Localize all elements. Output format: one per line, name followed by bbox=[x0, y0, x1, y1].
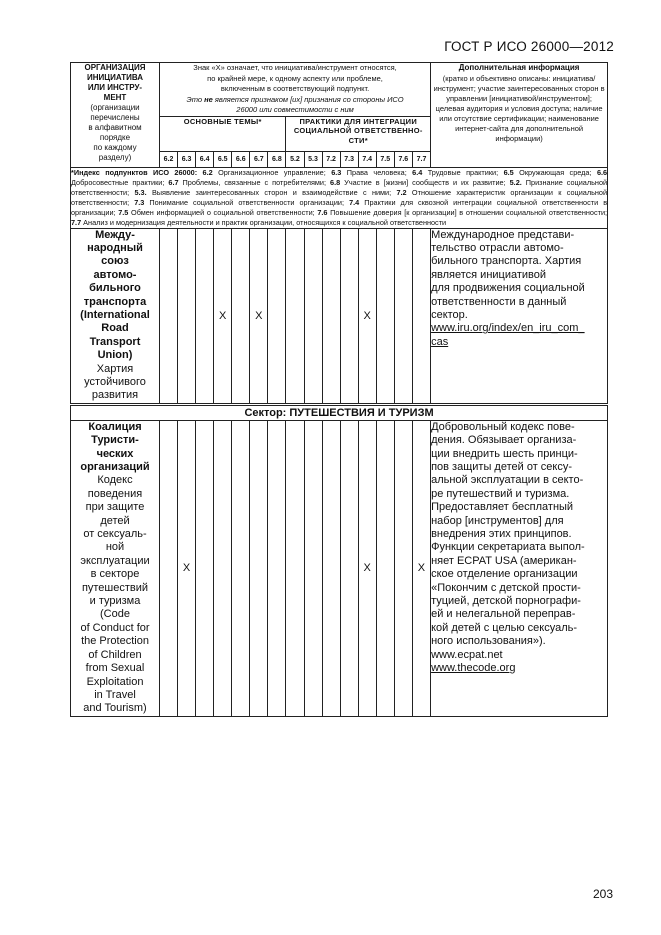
clause-code-7-2: 7.2 bbox=[322, 151, 340, 167]
clause-code-6-7: 6.7 bbox=[250, 151, 268, 167]
legend-text: Повышение доверия [к организации] в отношении социальной ответственности; bbox=[327, 207, 608, 217]
clause-code-5-3: 5.3 bbox=[304, 151, 322, 167]
mark-cell-5-2 bbox=[286, 228, 304, 404]
description-line: внедрения этих принципов. bbox=[431, 528, 572, 541]
mark-cell-5-2 bbox=[286, 420, 304, 716]
description-line: Предоставляет бесплатный bbox=[431, 501, 574, 514]
org-name-bold-line: бильного bbox=[89, 282, 141, 295]
org-name-line: (Code bbox=[100, 608, 130, 621]
legend-text: Трудовые практики; bbox=[422, 167, 504, 177]
org-name-bold-line: автомо- bbox=[93, 268, 137, 281]
org-header-line: ОРГАНИЗАЦИЯ bbox=[84, 63, 146, 72]
mark-cell-7-2 bbox=[322, 420, 340, 716]
legend-text: Проблемы, связанные с потребителями; bbox=[178, 177, 331, 187]
org-name-line: путешествий bbox=[81, 581, 149, 594]
legend-text: Участие в [жизни] сообществ и их развитие; bbox=[340, 177, 510, 187]
org-header-sub-line: (организации bbox=[90, 103, 140, 112]
clause-code-7-5: 7.5 bbox=[376, 151, 394, 167]
website-link-line bbox=[431, 662, 607, 675]
clause-code-7-4: 7.4 bbox=[358, 151, 376, 167]
org-header-sub-line: по каждому bbox=[93, 143, 137, 152]
document-header-title: ГОСТ Р ИСО 26000—2012 bbox=[444, 39, 614, 54]
legend-intro: *Индекс подпунктов ИСО 26000: 6.2 bbox=[71, 167, 213, 177]
legend-text: Организационное управление; bbox=[212, 167, 332, 177]
clause-code-6-8: 6.8 bbox=[268, 151, 286, 167]
org-name-bold-line: Transport bbox=[89, 335, 141, 348]
org-name-line: of Children bbox=[88, 648, 142, 661]
org-name-bold-line: Union) bbox=[97, 349, 133, 362]
description-line: тельство отрасли автомо- bbox=[431, 241, 564, 254]
org-name-line: ной bbox=[105, 541, 125, 554]
organization-name bbox=[71, 228, 160, 404]
mark-cell-7-3 bbox=[340, 420, 358, 716]
org-name-line: and Tourism) bbox=[83, 702, 147, 715]
website-link[interactable]: www.iru.org/index/en_iru_com_ bbox=[431, 322, 585, 335]
org-name-bold-line: Road bbox=[101, 322, 129, 335]
org-name-bold-line: организаций bbox=[80, 461, 150, 473]
org-name-bold-line: союз bbox=[101, 255, 129, 268]
mark-cell-7-7: X bbox=[412, 420, 430, 716]
org-name-line: эксплуатации bbox=[80, 554, 150, 567]
description-line: Функции секретариата выпол- bbox=[431, 541, 585, 554]
website-link-line bbox=[431, 336, 607, 349]
org-name-line: и туризма bbox=[89, 595, 141, 608]
main-topics-header: ОСНОВНЫЕ ТЕМЫ* bbox=[160, 116, 286, 151]
info-description bbox=[431, 420, 608, 716]
legend-code: 7.6 bbox=[317, 207, 328, 217]
description-line: является инициативой bbox=[431, 268, 547, 281]
description-line: для продвижения социальной bbox=[431, 282, 585, 295]
clause-code-6-2: 6.2 bbox=[160, 151, 178, 167]
description-line: дения. Обязывает организа- bbox=[431, 434, 577, 447]
mark-cell-7-4: X bbox=[358, 420, 376, 716]
legend-code: 6.4 bbox=[412, 167, 423, 177]
mark-cell-6-8 bbox=[268, 420, 286, 716]
legend-text: Признание социальной ответственности; bbox=[71, 177, 608, 197]
mark-cell-7-6 bbox=[394, 228, 412, 404]
description-line: пов защиты детей от сексу- bbox=[431, 461, 572, 473]
mark-cell-7-7 bbox=[412, 228, 430, 404]
legend-code: 7.5 bbox=[118, 207, 129, 217]
description-line: сектор. bbox=[431, 308, 468, 321]
mark-cell-7-3 bbox=[340, 228, 358, 404]
description-line: туцией, детской порнографи- bbox=[431, 595, 581, 608]
description-line: кой детей с целью сексуаль- bbox=[431, 621, 578, 634]
description-line: набор [инструментов] для bbox=[431, 514, 564, 527]
description-line: ного использования»). bbox=[431, 635, 546, 648]
note-line: включенным в соответствующий подпункт. bbox=[220, 84, 370, 93]
org-header-sub-line: разделу) bbox=[98, 153, 132, 162]
x-mark-note bbox=[160, 63, 431, 117]
organization-name bbox=[71, 420, 160, 716]
legend-text: Выявление заинтересованных сторон и взаимодействие с ними; bbox=[146, 187, 397, 197]
org-column-header bbox=[71, 63, 160, 168]
description-line: ре путешествий и туризма. bbox=[431, 487, 570, 500]
mark-cell-6-7 bbox=[250, 420, 268, 716]
mark-cell-6-3 bbox=[178, 228, 196, 404]
practices-header: ПРАКТИКИ ДЛЯ ИНТЕГРАЦИИ СОЦИАЛЬНОЙ ОТВЕТСТВЕННО-СТИ* bbox=[286, 116, 431, 151]
legend-code: 6.7 bbox=[168, 177, 179, 187]
mark-cell-5-3 bbox=[304, 228, 322, 404]
org-name-line: Кодекс bbox=[97, 474, 133, 487]
mark-cell-6-6 bbox=[232, 228, 250, 404]
org-name-line: детей bbox=[100, 514, 130, 527]
mark-cell-7-2 bbox=[322, 228, 340, 404]
mark-cell-7-6 bbox=[394, 420, 412, 716]
table-row-iru bbox=[71, 228, 608, 404]
org-name-line: in Travel bbox=[94, 688, 136, 701]
org-name-bold-line: Коалиция bbox=[88, 420, 142, 433]
legend-code: 6.8 bbox=[330, 177, 341, 187]
mark-cell-7-5 bbox=[376, 420, 394, 716]
org-name-bold-line: транспорта bbox=[83, 295, 147, 308]
website-link[interactable]: www.thecode.org bbox=[431, 662, 516, 675]
legend-row bbox=[71, 167, 608, 228]
org-header-line: ИНИЦИАТИВА bbox=[86, 73, 144, 82]
org-name-line: от сексуаль- bbox=[83, 528, 147, 541]
mark-cell-6-3: X bbox=[178, 420, 196, 716]
legend-code: 7.7 bbox=[71, 217, 82, 227]
clause-legend bbox=[71, 167, 608, 228]
sector-row bbox=[71, 404, 608, 420]
description-line: Международное представи- bbox=[431, 228, 575, 241]
org-header-sub-line: перечислены bbox=[90, 113, 140, 122]
mark-cell-6-2 bbox=[160, 228, 178, 404]
org-name-line: Хартия bbox=[96, 362, 134, 375]
org-name-line: of Conduct for bbox=[80, 621, 150, 634]
org-header-line: ИЛИ ИНСТРУ- bbox=[87, 83, 143, 92]
clause-code-6-6: 6.6 bbox=[232, 151, 250, 167]
legend-text: Отношение характеристик организации к социальной ответственности; bbox=[71, 187, 608, 207]
org-name-bold-line: (International bbox=[80, 308, 150, 321]
org-name-line: from Sexual bbox=[85, 662, 145, 675]
legend-code: 6.5 bbox=[503, 167, 514, 177]
page-number: 203 bbox=[592, 887, 613, 901]
description-line: ответственности в данный bbox=[431, 295, 567, 308]
org-header-sub-line: порядке bbox=[99, 133, 131, 142]
org-header-sub-line: в алфавитном bbox=[88, 123, 142, 132]
legend-text: Окружающая среда; bbox=[513, 167, 597, 177]
mark-cell-6-2 bbox=[160, 420, 178, 716]
clause-code-7-3: 7.3 bbox=[340, 151, 358, 167]
info-text: (кратко и объективно описаны: инициатива/инструмент; участие заинтересованных сторон в управлении [инициативой/инструментом]; целевая аудитория и условия доступа; наличие или отсутствие сертификации; наименование интернет-сайта для дополнительной информации) bbox=[433, 74, 605, 143]
description-line: бильного транспорта. Хартия bbox=[431, 255, 582, 268]
description-line: ей и нелегальной переправ- bbox=[431, 608, 576, 621]
legend-text: Анализ и модернизация деятельности и практик организации, относящихся к социальной ответственности bbox=[81, 217, 447, 227]
note-italic-bold: не bbox=[204, 94, 213, 104]
legend-code: 6.3 bbox=[331, 167, 342, 177]
mark-cell-5-3 bbox=[304, 420, 322, 716]
mark-cell-6-5: X bbox=[214, 228, 232, 404]
info-title: Дополнительная информация bbox=[458, 63, 580, 72]
description-line: www.ecpat.net bbox=[431, 648, 503, 661]
info-description bbox=[431, 228, 608, 404]
legend-text: Обмен информацией о социальной ответственности; bbox=[128, 207, 318, 217]
org-name-line: the Protection bbox=[81, 635, 149, 648]
org-header-line: МЕНТ bbox=[103, 93, 127, 102]
mark-cell-6-8 bbox=[268, 228, 286, 404]
table-row-tourism-coalition bbox=[71, 420, 608, 716]
legend-text: Права человека; bbox=[341, 167, 413, 177]
website-link[interactable]: cas bbox=[431, 335, 449, 348]
org-name-bold-line: народный bbox=[87, 241, 143, 254]
description-line: «Покончим с детской прости- bbox=[431, 581, 581, 594]
clause-code-7-7: 7.7 bbox=[412, 151, 430, 167]
description-line: Добровольный кодекс пове- bbox=[431, 420, 575, 433]
note-line: Знак «X» означает, что инициатива/инструмент относятся, bbox=[193, 63, 397, 72]
description-line: ское отделение организации bbox=[431, 568, 578, 581]
legend-text: Добросовестные практики; bbox=[71, 177, 169, 187]
legend-text: Практики для сквозной интеграции социальной ответственности в организации; bbox=[71, 197, 608, 217]
org-name-bold-line: Между- bbox=[95, 228, 135, 241]
mark-cell-6-4 bbox=[196, 420, 214, 716]
description-line: альной эксплуатации в секто- bbox=[431, 474, 584, 487]
mark-cell-6-6 bbox=[232, 420, 250, 716]
org-name-line: развития bbox=[91, 389, 139, 402]
clause-code-5-2: 5.2 bbox=[286, 151, 304, 167]
mark-cell-6-4 bbox=[196, 228, 214, 404]
note-italic-pre: Это bbox=[186, 94, 205, 104]
clause-code-7-6: 7.6 bbox=[394, 151, 412, 167]
clause-code-6-4: 6.4 bbox=[196, 151, 214, 167]
clause-code-6-5: 6.5 bbox=[214, 151, 232, 167]
org-name-line: поведения bbox=[87, 487, 143, 500]
clause-code-6-3: 6.3 bbox=[178, 151, 196, 167]
mark-cell-6-7: X bbox=[250, 228, 268, 404]
legend-code: 7.2 bbox=[396, 187, 407, 197]
additional-info-header bbox=[431, 63, 608, 168]
org-name-line: в секторе bbox=[90, 568, 140, 581]
org-name-line: при защите bbox=[85, 501, 145, 514]
legend-text: Понимание социальной ответственности организации; bbox=[144, 197, 350, 207]
legend-code: 7.3 bbox=[134, 197, 145, 207]
note-line: по крайней мере, к одному аспекту или проблеме, bbox=[207, 73, 383, 83]
mark-cell-7-4: X bbox=[358, 228, 376, 404]
legend-code: 6.6 bbox=[596, 167, 608, 177]
mark-cell-6-5 bbox=[214, 420, 232, 716]
legend-code: 5.2. bbox=[509, 177, 522, 187]
legend-code: 5.3. bbox=[134, 187, 147, 197]
org-name-bold-line: Туристи- bbox=[91, 434, 139, 447]
note-italic-line-2: 26000 или совместимости с ним bbox=[236, 105, 354, 114]
website-link-line bbox=[431, 322, 607, 335]
mark-cell-7-5 bbox=[376, 228, 394, 404]
sector-heading: Сектор: ПУТЕШЕСТВИЯ И ТУРИЗМ bbox=[71, 404, 608, 420]
org-name-line: Exploitation bbox=[86, 675, 144, 688]
org-name-bold-line: ческих bbox=[96, 447, 134, 460]
standards-table bbox=[70, 62, 608, 717]
note-italic-line bbox=[160, 95, 430, 106]
description-line: ции внедрить шесть принци- bbox=[431, 447, 578, 460]
note-italic-post: является признаком [их] признания со стороны ИСО bbox=[212, 94, 404, 104]
description-line: няет ECPAT USA (американ- bbox=[431, 554, 577, 567]
legend-code: 7.4 bbox=[349, 197, 360, 207]
org-name-line: устойчивого bbox=[84, 375, 146, 388]
header-row-1 bbox=[71, 63, 608, 117]
